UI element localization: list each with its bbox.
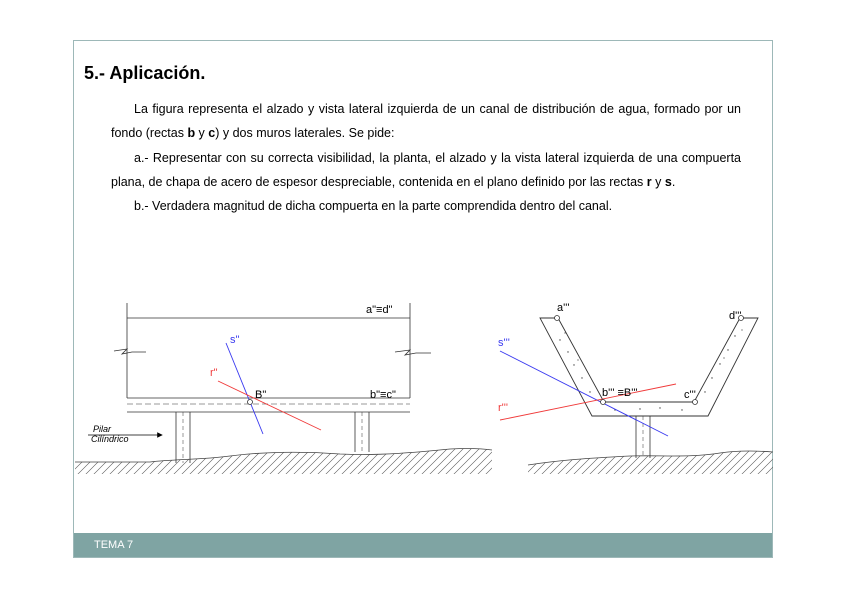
footer-label: TEMA 7 (94, 539, 134, 551)
label-pillar-2: Cilíndrico (91, 434, 129, 444)
label-bB-side: b''' ≡B''' (602, 387, 638, 399)
label-B: B" (255, 389, 267, 401)
paragraph-intro: La figura representa el alzado y vista lateral izquierda de un canal de distribución de agua, formado por un fondo (rectas b y c) y dos muros laterales. Se pide: (111, 102, 741, 141)
label-pillar-1: Pilar (93, 424, 112, 434)
label-s-side: s''' (498, 337, 510, 349)
channel-section (540, 318, 758, 416)
ground-right (528, 451, 773, 474)
line-r-elevation (218, 381, 321, 430)
label-c-side: c''' (684, 389, 696, 401)
elevation-view (75, 303, 492, 474)
side-view (498, 302, 773, 474)
label-ad: a"≡d" (366, 304, 393, 316)
label-r-side: r''' (498, 402, 508, 414)
paragraph-task-b: b.- Verdadera magnitud de dicha compuerta en la parte comprendida dentro del canal. (134, 199, 613, 214)
label-a-side: a''' (557, 302, 570, 314)
label-bc: b"≡c" (370, 389, 396, 401)
label-d-side: d''' (729, 310, 742, 322)
line-s-side (500, 351, 668, 436)
label-r: r" (210, 367, 218, 379)
paragraph-task-a: a.- Representar con su correcta visibilidad, la planta, el alzado y la vista lateral izquierda de una compuerta plana, de chapa de acero de espesor despreciable, contenida en el plano definido por las rectas r y s. (111, 150, 741, 189)
point-B-elevation (248, 400, 253, 405)
label-s: s" (230, 334, 240, 346)
page-title: 5.- Aplicación. (84, 63, 206, 83)
